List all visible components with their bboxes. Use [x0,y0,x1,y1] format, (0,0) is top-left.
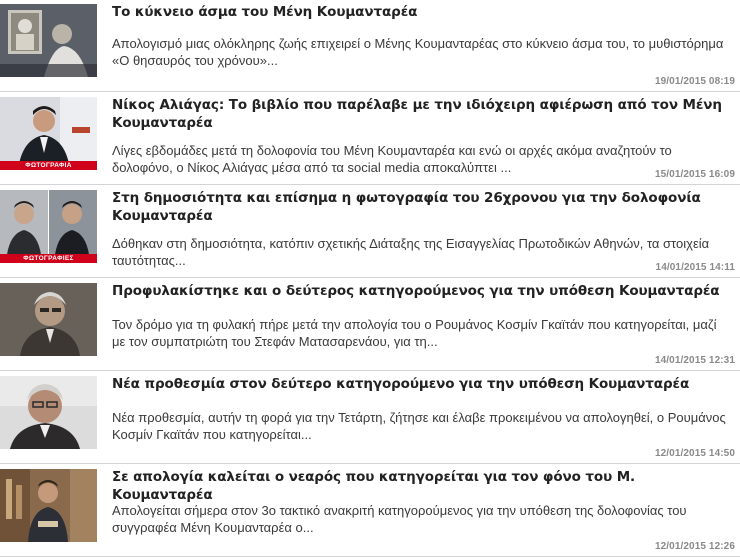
article-excerpt: Απολογείται σήμερα στον 3ο τακτικό ανακριτή κατηγορούμενος για την υπόθεση της δολοφονίας του συγγραφέα Μένη Κουμανταρέα ο... [112,503,687,535]
photo-badge: ΦΩΤΟΓΡΑΦΙΕΣ [0,254,97,263]
article-thumbnail[interactable] [0,283,97,356]
list-item [0,372,740,464]
article-date: 12/01/2015 12:26 [654,541,735,552]
article-thumbnail[interactable] [0,376,97,449]
article-title[interactable]: Νίκος Αλιάγας: Το βιβλίο που παρέλαβε με την ιδιόχειρη αφιέρωση από τον Μένη Κουμανταρέα [112,97,722,131]
article-thumbnail[interactable] [0,97,97,170]
article-excerpt: Νέα προθεσμία, αυτήν τη φορά για την Τετάρτη, ζήτησε και έλαβε προκειμένου να απολογηθεί, ο Ρουμάνος Κοσμίν Γκαϊτάν που κατηγορείται... [112,410,726,442]
article-date: 15/01/2015 16:09 [654,169,735,180]
portrait-photo-icon [0,469,97,542]
article-title[interactable]: Το κύκνειο άσμα του Μένη Κουμανταρέα [112,4,418,20]
article-date: 14/01/2015 14:11 [655,262,735,273]
article-title[interactable]: Σε απολογία καλείται ο νεαρός που κατηγορείται για τον φόνο του Μ. Κουμανταρέα [112,469,636,503]
article-title[interactable]: Προφυλακίστηκε και ο δεύτερος κατηγορούμενος για την υπόθεση Κουμανταρέα [112,283,720,299]
article-thumbnail[interactable] [0,469,97,542]
article-excerpt: Λίγες εβδομάδες μετά τη δολοφονία του Μένη Κουμανταρέα και ενώ οι αρχές ακόμα αναζητούν το δολοφόνο, ο Νίκος Αλιάγας μέσα από τα social media αποκαλύπτει ... [112,143,672,175]
article-thumbnail[interactable] [0,190,97,263]
photo-badge: ΦΩΤΟΓΡΑΦΙΑ [0,161,97,170]
portrait-photo-icon [0,283,97,356]
list-item [0,465,740,557]
article-date: 19/01/2015 08:19 [654,76,735,87]
article-title[interactable]: Στη δημοσιότητα και επίσημα η φωτογραφία του 26χρονου για την δολοφονία Κουμανταρέα [112,190,701,224]
portrait-photo-icon [0,97,97,170]
article-excerpt: Τον δρόμο για τη φυλακή πήρε μετά την απολογία του ο Ρουμάνος Κοσμίν Γκαϊτάν που κατηγορείται, μαζί με τον συμπατριώτη του Στεφάν Ματασαρενάου, για τη... [112,317,717,349]
list-item [0,186,740,278]
article-title[interactable]: Νέα προθεσμία στον δεύτερο κατηγορούμενο για την υπόθεση Κουμανταρέα [112,376,690,392]
portrait-photo-icon [0,190,97,263]
list-item [0,93,740,185]
article-excerpt: Απολογισμό μιας ολόκληρης ζωής επιχειρεί ο Μένης Κουμανταρέας στο κύκνειο άσμα του, το μυθιστόρημα «Ο θησαυρός του χρόνου»... [112,36,724,68]
portrait-photo-icon [0,4,97,77]
list-item [0,279,740,371]
article-excerpt: Δόθηκαν στη δημοσιότητα, κατόπιν σχετικής Διάταξης της Εισαγγελίας Πρωτοδικών Αθηνών, τα στοιχεία ταυτότητας... [112,236,710,268]
portrait-photo-icon [0,376,97,449]
article-date: 12/01/2015 14:50 [654,448,735,459]
article-date: 14/01/2015 12:31 [654,355,735,366]
list-item [0,0,740,92]
article-thumbnail[interactable] [0,4,97,77]
